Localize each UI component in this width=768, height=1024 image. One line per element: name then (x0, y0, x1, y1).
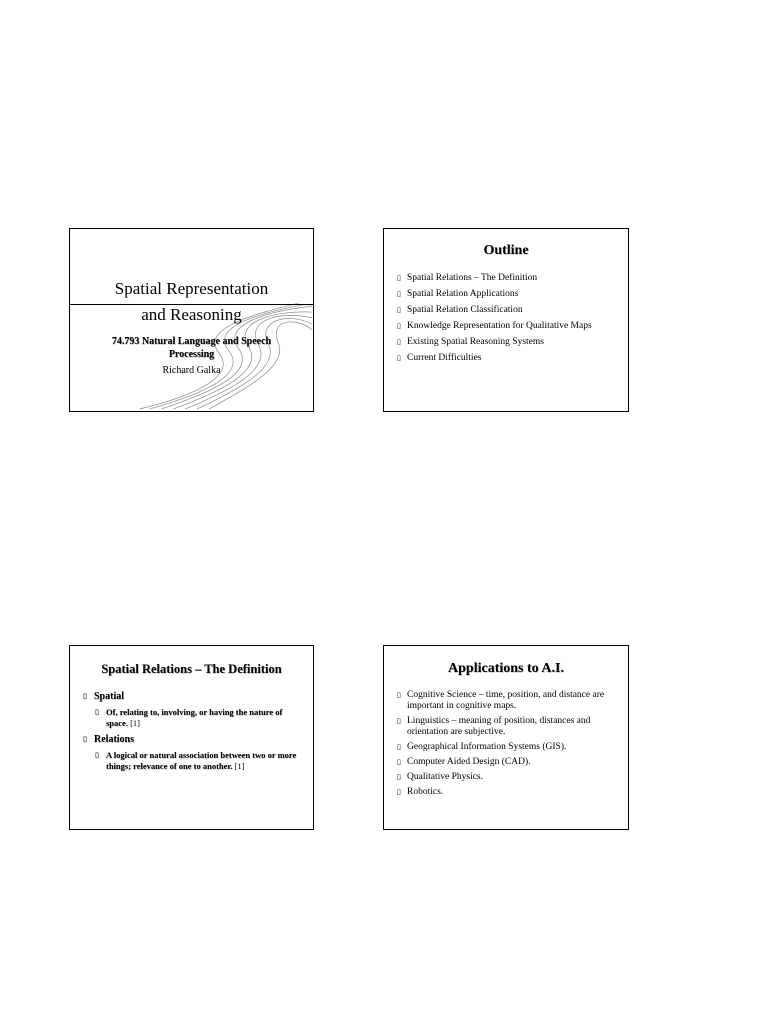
bullet-icon: ▯ (95, 708, 99, 716)
slide-definition (69, 645, 314, 830)
list-item: ▯ Spatial Relation Classification (397, 305, 523, 315)
slide-heading: Outline (483, 243, 529, 258)
bullet-icon: ▯ (397, 290, 401, 298)
list-item: ▯ Existing Spatial Reasoning Systems (397, 337, 544, 347)
list-item: ▯ Current Difficulties (397, 353, 482, 363)
definition-spatial: ▯ Of, relating to, involving, or having the nature of space. [1] (95, 707, 283, 728)
list-item: ▯ Linguistics – meaning of position, distances and orientation are subjective. (397, 716, 591, 737)
slide-heading: Spatial Relations – The Definition (101, 662, 282, 676)
bullet-icon: ▯ (397, 773, 401, 781)
applications-list (397, 690, 618, 802)
list-item: ▯ Robotics. (397, 787, 444, 797)
course-subtitle: 74.793 Natural Language and Speech Processing (111, 336, 272, 360)
list-item: ▯ Geographical Information Systems (GIS). (397, 742, 567, 752)
bullet-icon: ▯ (397, 274, 401, 282)
reference-marker: [1] (130, 718, 141, 728)
slide-applications (383, 645, 629, 830)
reference-marker: [1] (234, 761, 245, 771)
slide-title-line-2: and Reasoning (141, 305, 242, 324)
term-relations: ▯ Relations (83, 734, 134, 745)
bullet-icon: ▯ (397, 322, 401, 330)
bullet-icon: ▯ (397, 743, 401, 751)
slide-outline (383, 228, 629, 412)
bullet-icon: ▯ (95, 751, 99, 759)
bullet-icon: ▯ (397, 338, 401, 346)
list-item: ▯ Qualitative Physics. (397, 772, 483, 782)
bullet-icon: ▯ (397, 691, 401, 699)
list-item: ▯ Spatial Relations – The Definition (397, 273, 538, 283)
bullet-icon: ▯ (397, 758, 401, 766)
bullet-icon: ▯ (397, 306, 401, 314)
list-item: ▯ Knowledge Representation for Qualitative Maps (397, 321, 592, 331)
bullet-icon: ▯ (397, 788, 401, 796)
list-item: ▯ Spatial Relation Applications (397, 289, 519, 299)
slide-heading: Applications to A.I. (448, 661, 564, 676)
author-name: Richard Galka (162, 365, 221, 376)
bullet-icon: ▯ (83, 735, 87, 743)
list-item: ▯ Cognitive Science – time, position, and distance are important in cognitive maps. (397, 690, 605, 711)
bullet-icon: ▯ (397, 354, 401, 362)
bullet-icon: ▯ (83, 692, 87, 700)
outline-list (397, 273, 618, 369)
bullet-icon: ▯ (397, 717, 401, 725)
slide-title (69, 228, 314, 412)
definition-list (83, 691, 301, 772)
definition-relations: ▯ A logical or natural association between two or more things; relevance of one to another. [1] (95, 750, 297, 771)
slide-title-line-1: Spatial Representation (114, 279, 269, 298)
term-spatial: ▯ Spatial (83, 691, 125, 702)
list-item: ▯ Computer Aided Design (CAD). (397, 757, 531, 767)
